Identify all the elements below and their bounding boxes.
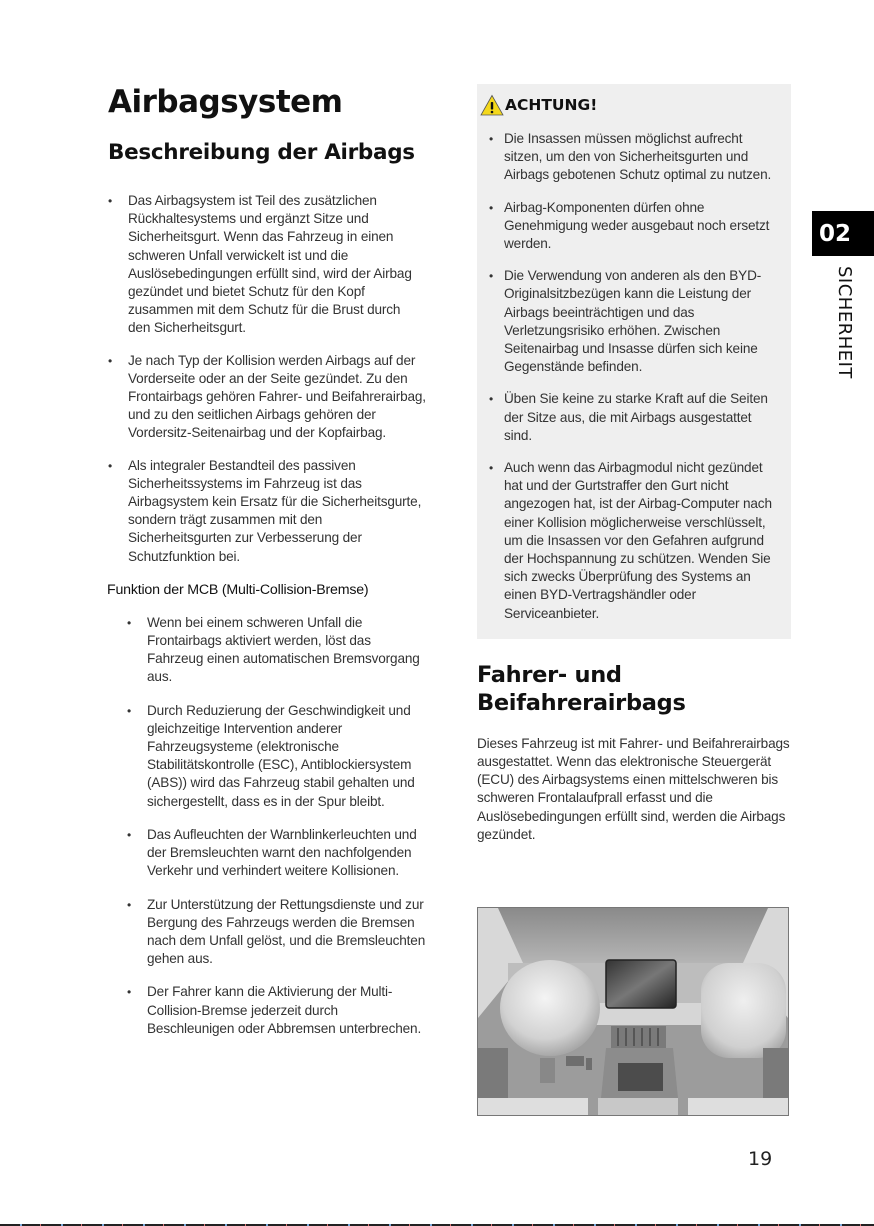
page-number: 19: [748, 1148, 773, 1170]
list-item: • Üben Sie keine zu starke Kraft auf die Seiten der Sitze aus, die mit Airbags ausgestattet sind.: [489, 390, 779, 445]
warning-box: [477, 84, 791, 639]
section-title-front-airbags: Fahrer- und Beifahrerairbags: [477, 661, 686, 716]
airbag-illustration: [477, 907, 789, 1116]
chapter-number: 02: [819, 220, 852, 247]
car-interior-airbags-image: [478, 908, 788, 1115]
section-title-airbag-description: Beschreibung der Airbags: [108, 140, 415, 165]
list-item: • Durch Reduzierung der Geschwindigkeit und gleichzeitige Intervention anderer Fahrzeugsysteme (elektronische Stabilitätskontrolle (ESC), Antiblockiersystem (ABS)) wird das Fahrzeug stabil gehalten und sichergestellt, dass es in der Spur bleibt.: [127, 702, 426, 811]
warning-header: [480, 92, 779, 118]
left-column: [108, 80, 426, 1053]
mcb-heading: Funktion der MCB (Multi-Collision-Bremse): [107, 581, 369, 598]
list-item: • Die Insassen müssen möglichst aufrecht sitzen, um den von Sicherheitsgurten und Airbags gebotenen Schutz optimal zu nutzen.: [489, 130, 779, 185]
list-item: • Je nach Typ der Kollision werden Airbags auf der Vorderseite oder an der Seite gezündet. Zu den Frontairbags gehören Fahrer- und Beifahrerairbag, und zu den seitlichen Airbags gehören der Vordersitz-Seitenairbag und der Kopfairbag.: [108, 352, 426, 443]
chapter-tab: [812, 211, 874, 256]
right-column: [477, 84, 791, 844]
list-item: • Als integraler Bestandteil des passiven Sicherheitssystems im Fahrzeug ist das Airbagsystem kein Ersatz für die Sicherheitsgurte, sondern trägt zusammen mit den Sicherheitsgurten zur Verbesserung der Schutzfunktion bei.: [108, 457, 426, 566]
warning-list: [489, 130, 779, 623]
list-item: • Das Aufleuchten der Warnblinkerleuchten und der Bremsleuchten warnt den nachfolgenden Verkehr und verhindert weitere Kollisionen.: [127, 826, 426, 881]
airbag-description-list: [108, 192, 426, 566]
list-item: • Auch wenn das Airbagmodul nicht gezündet hat und der Gurtstraffer den Gurt nicht angezogen hat, ist der Airbag-Computer nach einer Kollision möglicherweise verschlüsselt, um die Insassen vor den Gefahren aufgrund der Hochspannung zu schützen. Wenden Sie sich zwecks Überprüfung des Systems an einen BYD-Vertragshändler oder Serviceanbieter.: [489, 459, 779, 623]
list-item: • Airbag-Komponenten dürfen ohne Genehmigung weder ausgebaut noch ersetzt werden.: [489, 199, 779, 254]
list-item: • Das Airbagsystem ist Teil des zusätzlichen Rückhaltesystems und ergänzt Sitze und Sicherheitsgurt. Wenn das Fahrzeug in einen schweren Unfall verwickelt ist und die Auslösebedingungen erfüllt sind, wird der Airbag gezündet und bietet Schutz für den Kopf zusammen mit dem Schutz für die Brust durch den Sicherheitsgurt.: [108, 192, 426, 338]
mcb-list: [127, 614, 426, 1038]
warning-triangle-icon: [480, 94, 504, 116]
front-airbags-paragraph: Dieses Fahrzeug ist mit Fahrer- und Beifahrerairbags ausgestattet. Wenn das elektronische Steuergerät (ECU) des Airbagsystems einen mittelschweren bis schweren Frontalaufprall erfasst und die Auslösebedingungen erfüllt sind, werden die Airbags gezündet.: [477, 735, 790, 842]
list-item: • Zur Unterstützung der Rettungsdienste und zur Bergung des Fahrzeugs werden die Bremsen nach dem Unfall gelöst, und die Bremsleuchten gehen aus.: [127, 896, 426, 969]
list-item: • Die Verwendung von anderen als den BYD-Originalsitzbezügen kann die Leistung der Airbags beeinträchtigen und das Verletzungsrisiko erhöhen. Zwischen Seitenairbag und Insasse dürfen sich keine Gegenstände befinden.: [489, 267, 779, 376]
page-title: Airbagsystem: [108, 84, 343, 120]
warning-title: ACHTUNG!: [505, 96, 598, 114]
list-item: • Der Fahrer kann die Aktivierung der Multi-Collision-Bremse jederzeit durch Beschleunigen oder Abbremsen unterbrechen.: [127, 983, 426, 1038]
chapter-label: SICHERHEIT: [834, 266, 855, 379]
list-item: • Wenn bei einem schweren Unfall die Frontairbags aktiviert werden, löst das Fahrzeug einen automatischen Bremsvorgang aus.: [127, 614, 426, 687]
